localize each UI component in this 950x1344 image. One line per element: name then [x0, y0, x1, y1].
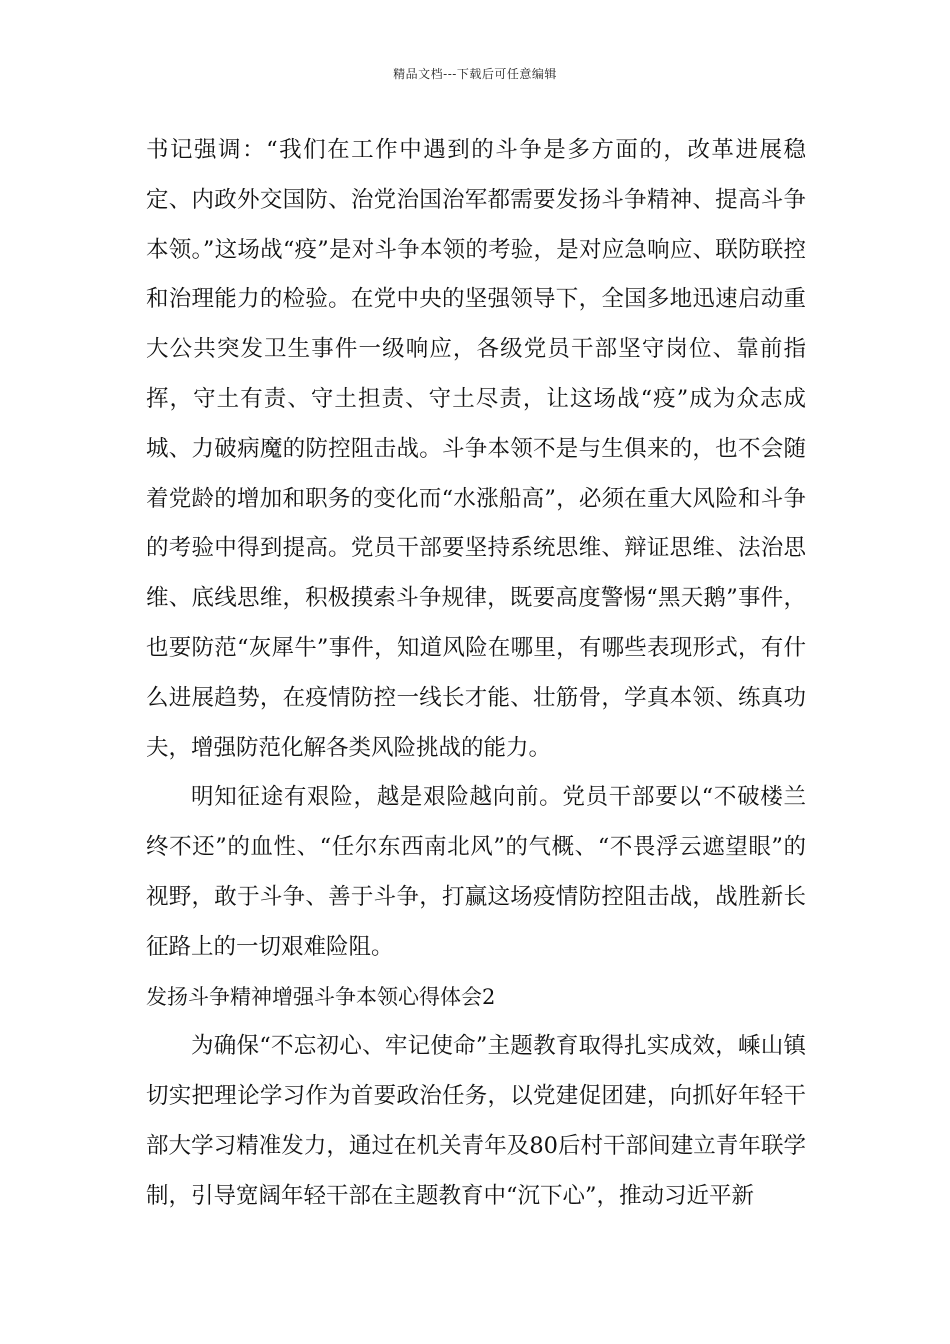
- body-paragraph: 为确保“不忘初心、牢记使命”主题教育取得扎实成效，嵊山镇切实把理论学习作为首要政治任务，以党建促团建，向抓好年轻干部大学习精准发力，通过在机关青年及80后村干部间建立青年联学制，引导宽阔年轻干部在主题教育中“沉下心”，推动习近平新: [146, 1033, 806, 1209]
- body-paragraph: 书记强调：“我们在工作中遇到的斗争是多方面的，改革进展稳定、内政外交国防、治党治国治军都需要发扬斗争精神、提高斗争本领。”这场战“疫”是对斗争本领的考验，是对应急响应、联防联控和治理能力的检验。在党中央的坚强领导下，全国多地迅速启动重大公共突发卫生事件一级响应，各级党员干部坚守岗位、靠前指挥，守土有责、守土担责、守土尽责，让这场战“疫”成为众志成城、力破病魔的防控阻击战。斗争本领不是与生俱来的，也不会随着党龄的增加和职务的变化而“水涨船高”，必须在重大风险和斗争的考验中得到提高。党员干部要坚持系统思维、辩证思维、法治思维、底线思维，积极摸索斗争规律，既要高度警惕“黑天鹅”事件，也要防范“灰犀牛”事件，知道风险在哪里，有哪些表现形式，有什么进展趋势，在疫情防控一线长才能、壮筋骨，学真本领、练真功夫，增强防范化解各类风险挑战的能力。: [146, 137, 806, 761]
- section-heading: 发扬斗争精神增强斗争本领心得体会2: [146, 984, 496, 1009]
- page-header: 精品文档---下载后可任意编辑: [393, 67, 557, 81]
- body-paragraph: 明知征途有艰险，越是艰险越向前。党员干部要以“不破楼兰终不还”的血性、“任尔东西南北风”的气概、“不畏浮云遮望眼”的视野，敢于斗争、善于斗争，打赢这场疫情防控阻击战，战胜新长征路上的一切艰难险阻。: [146, 784, 806, 960]
- document-body: [146, 126, 806, 1222]
